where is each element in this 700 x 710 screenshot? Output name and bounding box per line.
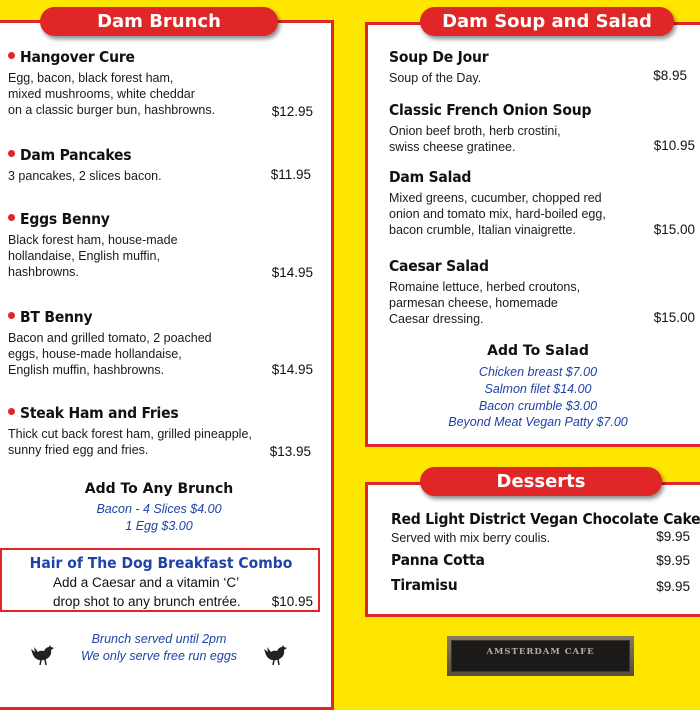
item-description: Served with mix berry coulis. xyxy=(391,531,551,545)
salad-addon-line: Bacon crumble $3.00 xyxy=(478,399,598,413)
item-price: $11.95 xyxy=(270,167,311,182)
brunch-footer-line: Brunch served until 2pm xyxy=(91,632,227,646)
brunch-item-steak-ham-fries xyxy=(8,404,252,458)
item-price: $9.95 xyxy=(656,529,690,544)
item-price: $14.95 xyxy=(271,265,313,280)
item-price: $9.95 xyxy=(656,553,690,568)
salad-item-caesar-salad xyxy=(389,257,580,327)
bullet-icon xyxy=(8,52,15,59)
brunch-addons-title: Add To Any Brunch xyxy=(84,481,234,497)
item-name: Dam Pancakes xyxy=(20,146,132,164)
salad-addon-line: Beyond Meat Vegan Patty $7.00 xyxy=(448,415,628,429)
soup-salad-title: Dam Soup and Salad xyxy=(420,7,674,36)
brunch-title: Dam Brunch xyxy=(40,7,278,36)
combo-line-2: drop shot to any brunch entrée. xyxy=(53,594,241,609)
item-description: Egg, bacon, black forest ham, mixed mushrooms, white cheddar on a classic burger bun, hashbrowns. xyxy=(8,71,216,117)
bullet-icon xyxy=(8,214,15,221)
desserts-panel xyxy=(365,482,700,617)
brunch-addon-line: 1 Egg $3.00 xyxy=(125,519,193,533)
bullet-icon xyxy=(8,408,15,415)
combo-price: $10.95 xyxy=(271,594,313,609)
item-description: Black forest ham, house-made hollandaise, English muffin, hashbrowns. xyxy=(8,233,178,279)
soup-item-french-onion xyxy=(389,101,591,155)
item-name: Hangover Cure xyxy=(20,48,135,66)
salad-addons-title: Add To Salad xyxy=(487,343,589,359)
item-name: Soup De Jour xyxy=(389,48,489,66)
brunch-item-bt-benny xyxy=(8,308,212,378)
item-price: $10.95 xyxy=(653,138,695,153)
item-description: Thick cut back forest ham, grilled pineapple, sunny fried egg and fries. xyxy=(8,427,252,457)
item-price: $12.95 xyxy=(271,104,313,119)
item-description: Bacon and grilled tomato, 2 poached eggs, house-made hollandaise, English muffin, hashbrowns. xyxy=(8,331,212,377)
item-price: $15.00 xyxy=(653,222,695,237)
brunch-item-eggs-benny xyxy=(8,210,178,280)
item-name: Dam Salad xyxy=(389,168,472,186)
cafe-sign-image xyxy=(447,636,634,676)
salad-addon-line: Chicken breast $7.00 xyxy=(478,365,598,379)
item-price: $8.95 xyxy=(653,68,687,83)
brunch-item-hangover-cure xyxy=(8,48,215,118)
brunch-footer-line: We only serve free run eggs xyxy=(80,649,238,663)
item-name: Eggs Benny xyxy=(20,210,110,228)
item-name: Panna Cotta xyxy=(391,551,485,569)
bullet-icon xyxy=(8,150,15,157)
item-description: Onion beef broth, herb crostini, swiss cheese gratinee. xyxy=(389,124,561,154)
item-name: BT Benny xyxy=(20,308,93,326)
sign-text: AMSTERDAM CAFE xyxy=(486,647,595,657)
dessert-item-vegan-chocolate-cake xyxy=(391,510,700,546)
item-name: Red Light District Vegan Chocolate Cake xyxy=(391,510,700,528)
item-description: 3 pancakes, 2 slices bacon. xyxy=(8,169,162,183)
item-price: $14.95 xyxy=(271,362,313,377)
dessert-item-tiramisu xyxy=(391,576,458,595)
brunch-item-dam-pancakes xyxy=(8,146,162,184)
item-price: $15.00 xyxy=(653,310,695,325)
combo-title: Hair of The Dog Breakfast Combo xyxy=(29,554,293,572)
dessert-item-panna-cotta xyxy=(391,551,485,570)
salad-addon-line: Salmon filet $14.00 xyxy=(484,382,592,396)
brunch-addon-line: Bacon - 4 Slices $4.00 xyxy=(96,502,222,516)
item-name: Tiramisu xyxy=(391,576,458,594)
item-name: Steak Ham and Fries xyxy=(20,404,179,422)
item-description: Mixed greens, cucumber, chopped red onion and tomato mix, hard-boiled egg, bacon crumble, Italian vinaigrette. xyxy=(389,191,606,237)
item-price: $9.95 xyxy=(656,579,690,594)
desserts-title: Desserts xyxy=(420,467,662,496)
item-name: Classic French Onion Soup xyxy=(389,101,592,119)
chicken-icon xyxy=(263,642,289,666)
combo-line-1: Add a Caesar and a vitamin ‘C’ xyxy=(53,575,240,590)
item-price: $13.95 xyxy=(269,444,311,459)
salad-item-dam-salad xyxy=(389,168,606,238)
chicken-icon xyxy=(30,642,56,666)
item-description: Romaine lettuce, herbed croutons, parmesan cheese, homemade Caesar dressing. xyxy=(389,280,581,326)
item-name: Caesar Salad xyxy=(389,257,489,275)
soup-item-soup-de-jour xyxy=(389,48,488,86)
bullet-icon xyxy=(8,312,15,319)
item-description: Soup of the Day. xyxy=(389,71,482,85)
